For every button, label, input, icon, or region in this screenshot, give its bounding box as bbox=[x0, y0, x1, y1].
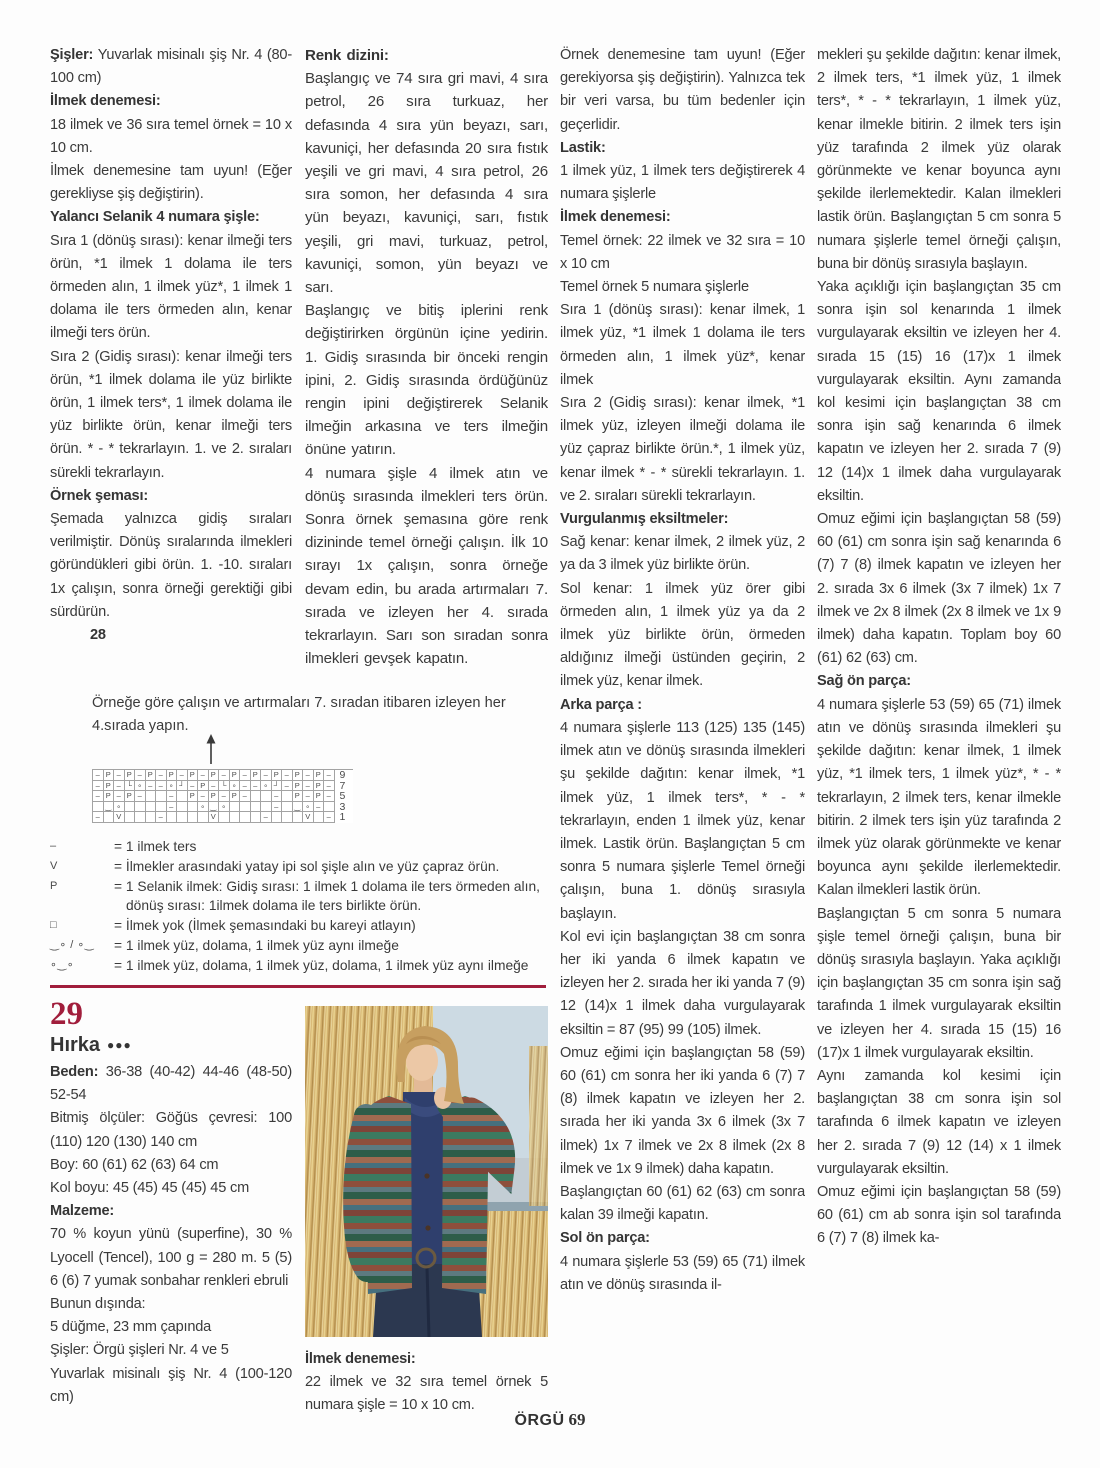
paragraph bbox=[817, 508, 1061, 670]
chart-cell: – bbox=[156, 812, 167, 823]
bold-lead: Sağ ön parça: bbox=[817, 673, 911, 690]
bold-lead: Lastik: bbox=[560, 139, 606, 156]
chart-cell: – bbox=[219, 770, 230, 781]
chart-cell: P bbox=[251, 770, 262, 781]
bold-lead: İlmek denemesi: bbox=[50, 93, 161, 110]
paragraph-text: Temel örnek 5 numara şişlerle bbox=[560, 279, 749, 296]
chart-cell: P bbox=[198, 781, 209, 792]
chart-cell: – bbox=[324, 781, 335, 792]
chart-cell bbox=[156, 791, 167, 802]
column-3-instructions bbox=[560, 44, 805, 1412]
chart-cell: – bbox=[114, 770, 125, 781]
pattern-section-29 bbox=[50, 997, 292, 1463]
chart-cell: – bbox=[303, 770, 314, 781]
legend-symbol-icon: ‿∘ / ∘‿ bbox=[50, 938, 95, 951]
chart-cell bbox=[146, 812, 157, 823]
chart-cell: V bbox=[209, 812, 220, 823]
chart-cell: ∘ bbox=[303, 802, 314, 813]
chart-cell: – bbox=[198, 770, 209, 781]
chart-cell: ∘ bbox=[219, 802, 230, 813]
paragraph bbox=[305, 299, 548, 461]
paragraph bbox=[817, 1181, 1061, 1251]
legend-symbol-icon: P bbox=[50, 879, 58, 892]
paragraph bbox=[817, 276, 1061, 508]
legend-symbol-icon: – bbox=[50, 840, 57, 852]
paragraph-text: Sıra 1 (dönüş sırası): kenar ilmek, 1 ilmek yüz, *1 ilmek 1 dolama ile ters örmeden alın, 1 ilmek yüz*, kenar ilmek bbox=[560, 302, 805, 388]
chart-cell: └ bbox=[219, 781, 230, 792]
page-number: 69 bbox=[568, 1410, 586, 1429]
paragraph-text: Aynı zamanda kol kesimi için başlangıçtan 38 cm sonra işin sol tarafında 6 ilmek kapatın ve izleyen her 2. sırada 7 (9) 12 (14) x 1 ilmek vurgulayarak eksiltin. bbox=[817, 1067, 1061, 1177]
chart-cell bbox=[167, 812, 178, 823]
paragraph bbox=[50, 1223, 292, 1293]
chart-cell: P bbox=[314, 781, 325, 792]
paragraph-text: 4 numara şişle 4 ilmek atın ve dönüş sırasında ilmekleri ters örün. Sonra örnek şemasına göre renk dizininde temel örneği çalışın. İlk 10 sırayı 1x çalışın, sonra örneğe devam edin, bu arada artırmaları 7. sırada ve izleyen her 4. sırada tekrarlayın. Sarı son sıradan sonra ilmekleri gevşek kapatın. bbox=[305, 464, 548, 668]
paragraph bbox=[817, 903, 1061, 1065]
chart-cell bbox=[219, 812, 230, 823]
paragraph bbox=[560, 1251, 805, 1297]
paragraph bbox=[817, 44, 1061, 276]
legend-text: = 1 ilmek ters bbox=[114, 839, 197, 854]
heading bbox=[305, 1348, 548, 1371]
legend-symbol-icon: ∘‿∘ bbox=[50, 958, 75, 971]
chart-cell bbox=[240, 812, 251, 823]
pattern-details bbox=[50, 1061, 292, 1409]
chart-cell bbox=[261, 791, 272, 802]
chart-row-number: 5 bbox=[339, 790, 346, 802]
legend-symbol-icon: V bbox=[50, 859, 58, 872]
paragraph bbox=[560, 578, 805, 694]
chart-cell: – bbox=[156, 781, 167, 792]
chart-cell: P bbox=[188, 791, 199, 802]
chart-cell: P bbox=[125, 770, 136, 781]
chart-cell: – bbox=[114, 791, 125, 802]
paragraph-text: Sıra 1 (dönüş sırası): kenar ilmeği ters örün, *1 ilmek 1 dolama ile ters örmeden alın, 1 ilmek yüz*, 1 ilmek 1 dolama ile ters örmeden alın, kenar ilmeği ters örün. bbox=[50, 232, 292, 342]
chart-cell: – bbox=[114, 781, 125, 792]
heading bbox=[560, 1227, 805, 1250]
chart-cell bbox=[282, 791, 293, 802]
heading bbox=[50, 485, 292, 508]
paragraph bbox=[50, 1177, 292, 1200]
paragraph bbox=[50, 1154, 292, 1177]
chart-cell: – bbox=[167, 791, 178, 802]
chart-cell: – bbox=[240, 791, 251, 802]
chart-cell: – bbox=[261, 812, 272, 823]
heading bbox=[50, 624, 292, 647]
chart-cell: P bbox=[293, 770, 304, 781]
chart-cell bbox=[261, 802, 272, 813]
paragraph-text: 5 düğme, 23 mm çapında bbox=[50, 1319, 212, 1336]
paragraph-text: 4 numara şişlerle 113 (125) 135 (145) ilmek atın ve dönüş sırasında ilmekleri şu şekilde dağıtın: kenar ilmek, *1 ilmek yüz, 1 ilmek ters*, * - * tekrarlayın, enden 1 ilmek yüz, kenar ilmek. Lastik örün. Başlangıçtan 5 cm sonra 5 numara şişlerle Temel örneği çalışın, buna 1. dönüş sırasıyla başlayın. bbox=[560, 719, 805, 922]
chart-cell: P bbox=[104, 791, 115, 802]
legend-text: = 1 ilmek yüz, dolama, 1 ilmek yüz aynı ilmeğe bbox=[114, 937, 399, 953]
section-divider-line bbox=[50, 985, 546, 988]
paragraph-text: Bunun dışında: bbox=[50, 1296, 146, 1313]
paragraph-text: Şemada yalnızca gidiş sıraları verilmiştir. Dönüş sıralarında ilmekleri göründükleri gibi örün. 1. -10. sıraları 1x çalışın, sonra örneği gerektiği gibi sürdürün. bbox=[50, 511, 292, 620]
paragraph bbox=[50, 1293, 292, 1316]
paragraph bbox=[50, 508, 292, 624]
chart-cell bbox=[188, 812, 199, 823]
paragraph-text: Boy: 60 (61) 62 (63) 64 cm bbox=[50, 1156, 219, 1173]
paragraph-text: Sol kenar: 1 ilmek yüz örer gibi örmeden alın, 1 ilmek yüz ya da 2 ilmek yüz birlikte örün, örmeden aldığınız ilmeği üstünden geçirin, 2 ilmek yüz, kenar ilmek. bbox=[560, 580, 805, 690]
chart-cell: – bbox=[282, 781, 293, 792]
pattern-title-row bbox=[50, 1034, 292, 1057]
chart-cell: – bbox=[93, 781, 104, 792]
heading bbox=[305, 44, 548, 67]
paragraph bbox=[560, 926, 805, 1042]
column-2-instructions bbox=[305, 44, 548, 974]
chart-cell: P bbox=[104, 781, 115, 792]
paragraph bbox=[817, 694, 1061, 903]
chart-cell: – bbox=[303, 781, 314, 792]
paragraph-text: Temel örnek: 22 ilmek ve 32 sıra = 10 x 10 cm bbox=[560, 232, 805, 272]
paragraph bbox=[50, 1107, 292, 1153]
chart-cell bbox=[272, 812, 283, 823]
paragraph-text: 22 ilmek ve 32 sıra temel örnek 5 numara şişle = 10 x 10 cm. bbox=[305, 1374, 548, 1414]
chart-cell: – bbox=[272, 791, 283, 802]
legend-text: = İlmekler arasındaki yatay ipi sol şişle alın ve yüz çapraz örün. bbox=[114, 858, 500, 874]
chart-cell: – bbox=[261, 770, 272, 781]
legend-text: = 1 ilmek yüz, dolama, 1 ilmek yüz, dolama, 1 ilmek yüz aynı ilmeğe bbox=[114, 957, 529, 973]
chart-cell: – bbox=[324, 770, 335, 781]
chart-cell bbox=[146, 802, 157, 813]
chart-cell: P bbox=[230, 770, 241, 781]
chart-cell: P bbox=[167, 770, 178, 781]
paragraph-text: Başlangıçtan 60 (61) 62 (63) cm sonra kalan 39 ilmeği kapatın. bbox=[560, 1183, 805, 1224]
chart-cell bbox=[125, 802, 136, 813]
paragraph bbox=[50, 44, 292, 90]
paragraph-text: Sağ kenar: kenar ilmek, 2 ilmek yüz, 2 ya da 3 ilmek yüz birlikte örün. bbox=[560, 534, 805, 574]
chart-cell bbox=[251, 812, 262, 823]
paragraph-text: Yuvarlak misinalı şiş Nr. 4 (80-100 cm) bbox=[50, 47, 292, 87]
chart-cell: P bbox=[125, 791, 136, 802]
chart-cell: P bbox=[230, 791, 241, 802]
chart-cell: – bbox=[146, 781, 157, 792]
paragraph-text: Omuz eğimi için başlangıçtan 58 (59) 60 (61) cm sonra her iki yanda 6 (7) 7 (8) ilmek kapatın ve izleyen her 2. sırada her iki yanda 3x 6 ilmek (3x 7 ilmek) 1x 7 ilmek ve 2x 8 ilmek (2x 8 ilmek ve 1x 9 ilmek) daha kapatın. bbox=[560, 1044, 805, 1177]
bold-lead: Şişler: bbox=[50, 47, 94, 63]
paragraph bbox=[817, 1065, 1061, 1181]
chart-note: Örneğe göre çalışın ve artırmaları 7. sıradan itibaren izleyen her 4.sırada yapın. bbox=[92, 695, 506, 734]
chart-row-number: 9 bbox=[339, 769, 346, 781]
paragraph-text: Başlangıçtan 5 cm sonra 5 numara şişle temel örneği çalışın, buna bir dönüş sırasıyla başlayın. Yaka açıklığı için başlangıçtan 35 cm sonra işin sağ tarafında 1 ilmek vurgulayarak eksiltin ve izleyen her 4. sırada 15 (15) 16 (17)x 1 ilmek vurgulayarak eksiltin. bbox=[817, 905, 1061, 1061]
heading bbox=[817, 670, 1061, 693]
chart-cell bbox=[251, 791, 262, 802]
bold-lead: Örnek şeması: bbox=[50, 487, 148, 504]
paragraph bbox=[560, 276, 805, 299]
paragraph bbox=[50, 1339, 292, 1362]
paragraph-text: Bitmiş ölçüler: Göğüs çevresi: 100 (110) 120 (130) 140 cm bbox=[50, 1110, 292, 1150]
chart-cell bbox=[230, 812, 241, 823]
increase-arrow-icon bbox=[205, 734, 217, 764]
chart-cell bbox=[230, 802, 241, 813]
chart-cell: ∘ bbox=[230, 781, 241, 792]
bold-lead: Renk dizini: bbox=[305, 47, 389, 64]
chart-cell: ‿ bbox=[293, 802, 304, 813]
paragraph-text: Kol evi için başlangıçtan 38 cm sonra her iki yanda 6 ilmek kapatın ve izleyen her 2. sırada her iki yanda 7 (9) 12 (14)x 1 ilmek daha vurgulayarak eksiltin = 87 (95) 99 (105) ilmek. bbox=[560, 928, 805, 1038]
paragraph-text: Örnek denemesine tam uyun! (Eğer gerekiyorsa şiş değiştirin). Yalnızca tek bir veri varsa, bu tüm bedenler için geçerlidir. bbox=[560, 47, 805, 133]
chart-cell: ‿ bbox=[209, 802, 220, 813]
paragraph bbox=[560, 1042, 805, 1181]
paragraph bbox=[50, 230, 292, 346]
model-photo bbox=[305, 1006, 548, 1337]
chart-row-number: 7 bbox=[339, 779, 346, 792]
bold-lead: İlmek denemesi: bbox=[560, 209, 671, 226]
chart-cell: P bbox=[314, 791, 325, 802]
chart-cell bbox=[251, 802, 262, 813]
chart-cell: ∘ bbox=[114, 802, 125, 813]
paragraph bbox=[305, 462, 548, 671]
chart-cell bbox=[146, 791, 157, 802]
paragraph bbox=[50, 114, 292, 160]
chart-cell: – bbox=[93, 791, 104, 802]
paragraph bbox=[50, 346, 292, 485]
heading bbox=[50, 1200, 292, 1223]
chart-cell bbox=[135, 812, 146, 823]
paragraph bbox=[560, 1181, 805, 1227]
bold-lead: Malzeme: bbox=[50, 1203, 115, 1220]
paragraph-text: Omuz eğimi için başlangıçtan 58 (59) 60 (61) cm sonra işin sağ kenarında 6 (7) 7 (8) ilmek kapatın ve izleyen her 2. sırada 3x 6 ilmek (3x 7 ilmek) 1x 7 ilmek ve 2x 8 ilmek (2x 8 ilmek ve 1x 9 ilmek) daha kapatın. Toplam boy 60 (61) 62 (63) cm. bbox=[817, 511, 1061, 667]
paragraph-text: Yuvarlak misinalı şiş Nr. 4 (100-120 cm) bbox=[50, 1365, 292, 1405]
bold-lead: İlmek denemesi: bbox=[305, 1351, 416, 1367]
chart-cell: – bbox=[314, 802, 325, 813]
chart-cell: – bbox=[303, 791, 314, 802]
chart-cell: └ bbox=[125, 781, 136, 792]
chart-cell bbox=[282, 812, 293, 823]
chart-cell: P bbox=[209, 791, 220, 802]
chart-cell: ∘ bbox=[135, 781, 146, 792]
heading bbox=[50, 90, 292, 113]
column-4-instructions bbox=[817, 44, 1061, 1436]
chart-cell: – bbox=[177, 770, 188, 781]
chart-cell: P bbox=[293, 791, 304, 802]
heading bbox=[560, 206, 805, 229]
chart-cell: – bbox=[282, 770, 293, 781]
chart-cell: – bbox=[198, 791, 209, 802]
paragraph bbox=[560, 717, 805, 926]
chart-cell: – bbox=[209, 781, 220, 792]
chart-cell: P bbox=[146, 770, 157, 781]
legend-text: = 1 Selanik ilmek: Gidiş sırası: 1 ilmek 1 dolama ile ters örmeden alın, dönüş sırası: 1ilmek dolama ile ters birlikte örün. bbox=[114, 878, 540, 914]
chart-cell: P bbox=[314, 770, 325, 781]
chart-cell bbox=[156, 802, 167, 813]
chart-cell bbox=[188, 802, 199, 813]
chart-cell: – bbox=[156, 770, 167, 781]
paragraph bbox=[50, 1316, 292, 1339]
chart-cell: ∘ bbox=[167, 781, 178, 792]
chart-cell: – bbox=[135, 770, 146, 781]
column-1-instructions bbox=[50, 44, 292, 684]
chart-cell bbox=[240, 802, 251, 813]
paragraph bbox=[50, 1363, 292, 1409]
chart-cell: ∘ bbox=[198, 802, 209, 813]
paragraph-text: 4 numara şişlerle 53 (59) 65 (71) ilmek atın ve dönüş sırasında il- bbox=[560, 1253, 805, 1293]
chart-cell: – bbox=[93, 770, 104, 781]
bold-lead: Arka parça : bbox=[560, 696, 642, 713]
paragraph-text: 18 ilmek ve 36 sıra temel örnek = 10 x 10 cm. bbox=[50, 116, 292, 156]
heading bbox=[560, 137, 805, 160]
paragraph-text: Kol boyu: 45 (45) 45 (45) 45 cm bbox=[50, 1180, 250, 1197]
paragraph-text: Şişler: Örgü şişleri Nr. 4 ve 5 bbox=[50, 1342, 229, 1359]
chart-cell bbox=[135, 802, 146, 813]
chart-cell: ┘ bbox=[272, 781, 283, 792]
paragraph bbox=[560, 531, 805, 577]
chart-cell: ‿ bbox=[104, 802, 115, 813]
chart-cell: P bbox=[104, 770, 115, 781]
chart-row-number: 1 bbox=[339, 811, 346, 823]
chart-cell: – bbox=[219, 791, 230, 802]
paragraph bbox=[50, 1061, 292, 1107]
paragraph bbox=[560, 392, 805, 508]
chart-cell: P bbox=[188, 770, 199, 781]
chart-cell: – bbox=[167, 802, 178, 813]
chart-cell: ┘ bbox=[177, 781, 188, 792]
chart-cell: – bbox=[240, 781, 251, 792]
paragraph bbox=[305, 67, 548, 299]
bold-lead: 28 bbox=[90, 627, 106, 644]
paragraph-text: 70 % koyun yünü (superfine), 30 % Lyocell (Tencel), 100 g = 280 m. 5 (5) 6 (6) 7 yumak sonbahar renkleri ebruli bbox=[50, 1226, 292, 1289]
legend-text: = İlmek yok (İlmek şemasındaki bu kareyi atlayın) bbox=[114, 918, 416, 934]
chart-cell bbox=[177, 812, 188, 823]
chart-cell: – bbox=[240, 770, 251, 781]
chart-cell bbox=[177, 791, 188, 802]
chart-cell bbox=[293, 812, 304, 823]
chart-cell: P bbox=[293, 781, 304, 792]
paragraph-text: 36-38 (40-42) 44-46 (48-50) 52-54 bbox=[50, 1064, 292, 1104]
chart-cell: – bbox=[272, 802, 283, 813]
heading bbox=[560, 508, 805, 531]
chart-cell: V bbox=[303, 812, 314, 823]
bold-lead: Beden: bbox=[50, 1064, 99, 1080]
paragraph-text: Başlangıç ve 74 sıra gri mavi, 4 sıra petrol, 26 sıra turkuaz, her defasında 4 sıra yün beyazı, sarı, kavuniçi, her defasında 20 sıra fıstık yeşili ve gri mavi, 4 sıra petrol, 26 sıra somon, her defasında 4 sıra yün beyazı, kavuniçi, sarı, fıstık yeşili, gri mavi, turkuaz, petrol, kavuniçi, somon, yün beyazı ve sarı. bbox=[305, 70, 548, 297]
page-footer bbox=[0, 1410, 1100, 1430]
chart-cell bbox=[125, 812, 136, 823]
chart-cell bbox=[177, 802, 188, 813]
chart-cell bbox=[93, 802, 104, 813]
pattern-title: Hırka bbox=[50, 1034, 101, 1056]
paragraph-text: Sıra 2 (Gidiş sırası): kenar ilmek, *1 ilmek yüz, izleyen ilmeği dolama ile yüz çapraz birlikte örün.*, 1 ilmek yüz, kenar ilmek * - * sürekli tekrarlayın. 1. ve 2. sıraları sürekli tekrarlayın. bbox=[560, 395, 805, 504]
paragraph-text: 4 numara şişlerle 53 (59) 65 (71) ilmek atın ve dönüş sırasında ilmekleri şu şekilde dağıtın: kenar ilmek, 1 ilmek yüz, *1 ilmek ters, 1 ilmek yüz*, * - * tekrarlayın, 2 ilmek ters, kenar ilmekle bitirin. 2 ilmek ters işin yüz tarafında 2 ilmek yüz olarak görünmekte ve kenar boyunca aynı şekilde ilerlemektedir. Kalan ilmekleri lastik örün. bbox=[817, 696, 1061, 899]
bold-lead: Vurgulanmış eksiltmeler: bbox=[560, 511, 729, 528]
magazine-name: ÖRGÜ bbox=[514, 1412, 565, 1429]
difficulty-dots: ●●● bbox=[107, 1038, 132, 1052]
paragraph bbox=[560, 230, 805, 276]
chart-cell: ∘ bbox=[261, 781, 272, 792]
heading bbox=[560, 694, 805, 717]
chart-cell bbox=[198, 812, 209, 823]
paragraph-text: Sıra 2 (Gidiş sırası): kenar ilmeği ters örün, *1 ilmek dolama ile yüz birlikte örün, 1 ilmek ters*, 1 ilmek dolama ile yüz birlikte örün, kenar ilmeği ters örün. * - * tekrarlayın. 1. ve 2. sıraları sürekli tekrarlayın. bbox=[50, 348, 292, 481]
legend-symbol-icon: □ bbox=[50, 919, 58, 932]
paragraph bbox=[560, 44, 805, 137]
paragraph-text: Yaka açıklığı için başlangıçtan 35 cm sonra işin sol kenarında 1 ilmek vurgulayarak eksiltin ve izleyen her 4. sırada 15 (15) 16 (17)x 1 ilmek vurgulayarak eksiltin. Aynı zamanda kol kesimi için başlangıçtan 38 cm sonra işin sağ kenarında 6 ilmek kapatın ve izleyen her 2. sırada 7 (9) 12 (14)x 1 ilmek daha vurgulayarak eksiltin. bbox=[817, 279, 1061, 504]
bold-lead: Yalancı Selanik 4 numara şişle: bbox=[50, 209, 260, 226]
chart-cell: – bbox=[251, 781, 262, 792]
paragraph-text: Omuz eğimi için başlangıçtan 58 (59) 60 (61) cm ab sonra işin sol tarafında 6 (7) 7 (8) ilmek ka- bbox=[817, 1183, 1061, 1247]
chart-cell: – bbox=[93, 812, 104, 823]
chart-cell: V bbox=[114, 812, 125, 823]
chart-cell: P bbox=[272, 770, 283, 781]
chart-cell bbox=[104, 812, 115, 823]
chart-cell: P bbox=[209, 770, 220, 781]
chart-cell: – bbox=[188, 781, 199, 792]
paragraph bbox=[50, 160, 292, 206]
paragraph-text: mekleri şu şekilde dağıtın: kenar ilmek, 2 ilmek ters, *1 ilmek yüz, 1 ilmek ters*, * - * tekrarlayın, 1 ilmek yüz, kenar ilmekle bitirin. 2 ilmek ters işin yüz tarafında 2 ilmek yüz olarak görünmekte ve kenar boyunca aynı şekilde ilerlemektedir. Kalan ilmekleri lastik örün. Başlangıçtan 5 cm sonra 5 numara şişlerle temel örneği çalışın, buna bir dönüş sırasıyla başlayın. bbox=[817, 47, 1061, 272]
paragraph-text: İlmek denemesine tam uyun! (Eğer gerekliyse şiş değiştirin). bbox=[50, 163, 292, 203]
chart-cell bbox=[282, 802, 293, 813]
paragraph-text: 1 ilmek yüz, 1 ilmek ters değiştirerek 4 numara şişlerle bbox=[560, 163, 805, 203]
chart-row-number: 3 bbox=[339, 800, 346, 813]
paragraph bbox=[560, 299, 805, 392]
chart-cell: – bbox=[324, 791, 335, 802]
paragraph-text: Başlangıç ve bitiş iplerini renk değiştirirken örgünün içine yedirin. 1. Gidiş sırasında bir önceki rengin ipini, 2. Gidiş sırasında ördüğünüz rengin ipini değiştirerek Selanik ilmeğin arkasına ve ters ilmeğin önüne yatırın. bbox=[305, 302, 548, 459]
chart-cell: – bbox=[324, 812, 335, 823]
paragraph bbox=[560, 160, 805, 206]
heading bbox=[50, 206, 292, 229]
bold-lead: Sol ön parça: bbox=[560, 1230, 650, 1247]
chart-cell: – bbox=[135, 791, 146, 802]
pattern-number: 29 bbox=[50, 997, 83, 1032]
